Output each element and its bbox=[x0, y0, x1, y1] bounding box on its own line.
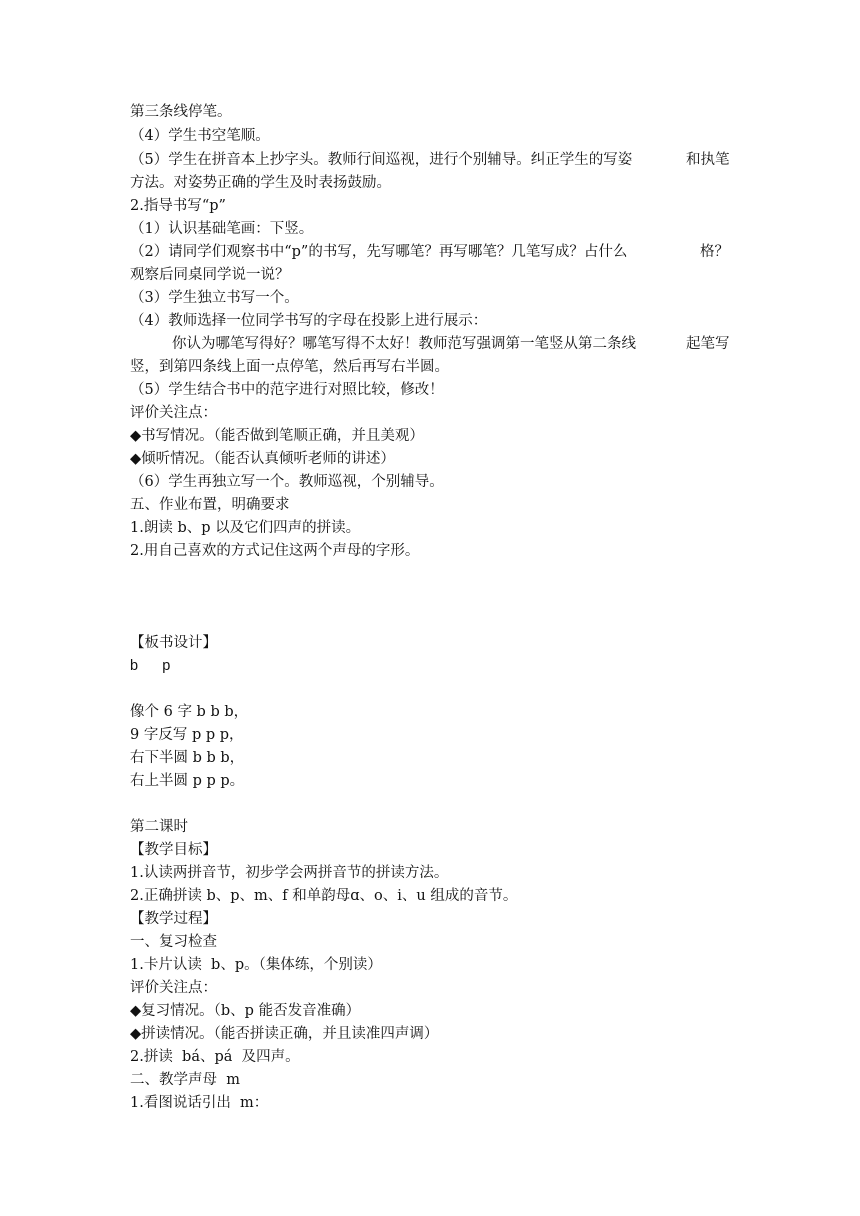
text-line: （5）学生结合书中的范字进行对照比较，修改！ bbox=[130, 382, 444, 398]
text-line: （4）学生书空笔顺。 bbox=[130, 128, 270, 144]
text-line: b p bbox=[130, 658, 171, 674]
text-line: ◆拼读情况。（能否拼读正确，并且读准四声调） bbox=[130, 1026, 439, 1042]
text-line: 评价关注点： bbox=[130, 405, 217, 421]
text-line: 右下半圆 b b b， bbox=[130, 750, 245, 766]
section-heading: 【教学过程】 bbox=[130, 911, 217, 927]
text-line: 评价关注点： bbox=[130, 980, 217, 996]
text-line: 1.看图说话引出 m： bbox=[130, 1095, 269, 1111]
text-line: （1）认识基础笔画：下竖。 bbox=[130, 221, 314, 237]
section-heading: 【教学目标】 bbox=[130, 842, 217, 858]
text-line: 1.朗读 b、p 以及它们四声的拼读。 bbox=[130, 520, 361, 536]
text-line: 你认为哪笔写得好？哪笔写得不太好！教师范写强调第一笔竖从第二条线 bbox=[172, 336, 636, 352]
text-line: 2.拼读 bá、pá 及四声。 bbox=[130, 1049, 300, 1065]
text-line: 1.卡片认读 b、p。（集体练，个别读） bbox=[130, 957, 382, 973]
text-line: 第三条线停笔。 bbox=[130, 104, 232, 120]
text-line: 2.用自己喜欢的方式记住这两个声母的字形。 bbox=[130, 543, 420, 559]
text-line: 一、复习检查 bbox=[130, 934, 217, 950]
text-line: 2.正确拼读 b、p、m、f 和单韵母ɑ、o、i、u 组成的音节。 bbox=[130, 888, 518, 904]
text-line: ◆复习情况。（b、p 能否发音准确） bbox=[130, 1003, 361, 1019]
text-line: 1.认读两拼音节，初步学会两拼音节的拼读方法。 bbox=[130, 865, 449, 881]
text-line: （4）教师选择一位同学书写的字母在投影上进行展示： bbox=[130, 313, 488, 329]
text-line: 像个 6 字 b b b， bbox=[130, 704, 249, 720]
text-line: （2）请同学们观察书中“p”的书写，先写哪笔？再写哪笔？几笔写成？占什么 bbox=[130, 244, 628, 260]
text-line: ◆倾听情况。（能否认真倾听老师的讲述） bbox=[130, 451, 395, 467]
text-line-tail: 和执笔 bbox=[686, 152, 730, 168]
text-line: ◆书写情况。（能否做到笔顺正确，并且美观） bbox=[130, 428, 424, 444]
text-line: 二、教学声母 m bbox=[130, 1072, 240, 1088]
section-heading: 第二课时 bbox=[130, 819, 188, 835]
text-line: （3）学生独立书写一个。 bbox=[130, 290, 299, 306]
text-line: 方法。对姿势正确的学生及时表扬鼓励。 bbox=[130, 175, 391, 191]
section-heading: 【板书设计】 bbox=[130, 635, 217, 651]
text-line-tail: 起笔写 bbox=[686, 336, 730, 352]
text-line-tail: 格？ bbox=[700, 244, 729, 260]
text-line: 五、作业布置，明确要求 bbox=[130, 497, 290, 513]
text-line: （5）学生在拼音本上抄字头。教师行间巡视，进行个别辅导。纠正学生的写姿 bbox=[130, 152, 633, 168]
text-line: 观察后同桌同学说一说？ bbox=[130, 267, 290, 283]
text-line: 右上半圆 p p p。 bbox=[130, 773, 245, 789]
text-line: 9 字反写 p p p， bbox=[130, 727, 244, 743]
text-line: 2.指导书写“p” bbox=[130, 198, 226, 214]
text-line: 竖，到第四条线上面一点停笔，然后再写右半圆。 bbox=[130, 359, 449, 375]
text-line: （6）学生再独立写一个。教师巡视，个别辅导。 bbox=[130, 474, 444, 490]
